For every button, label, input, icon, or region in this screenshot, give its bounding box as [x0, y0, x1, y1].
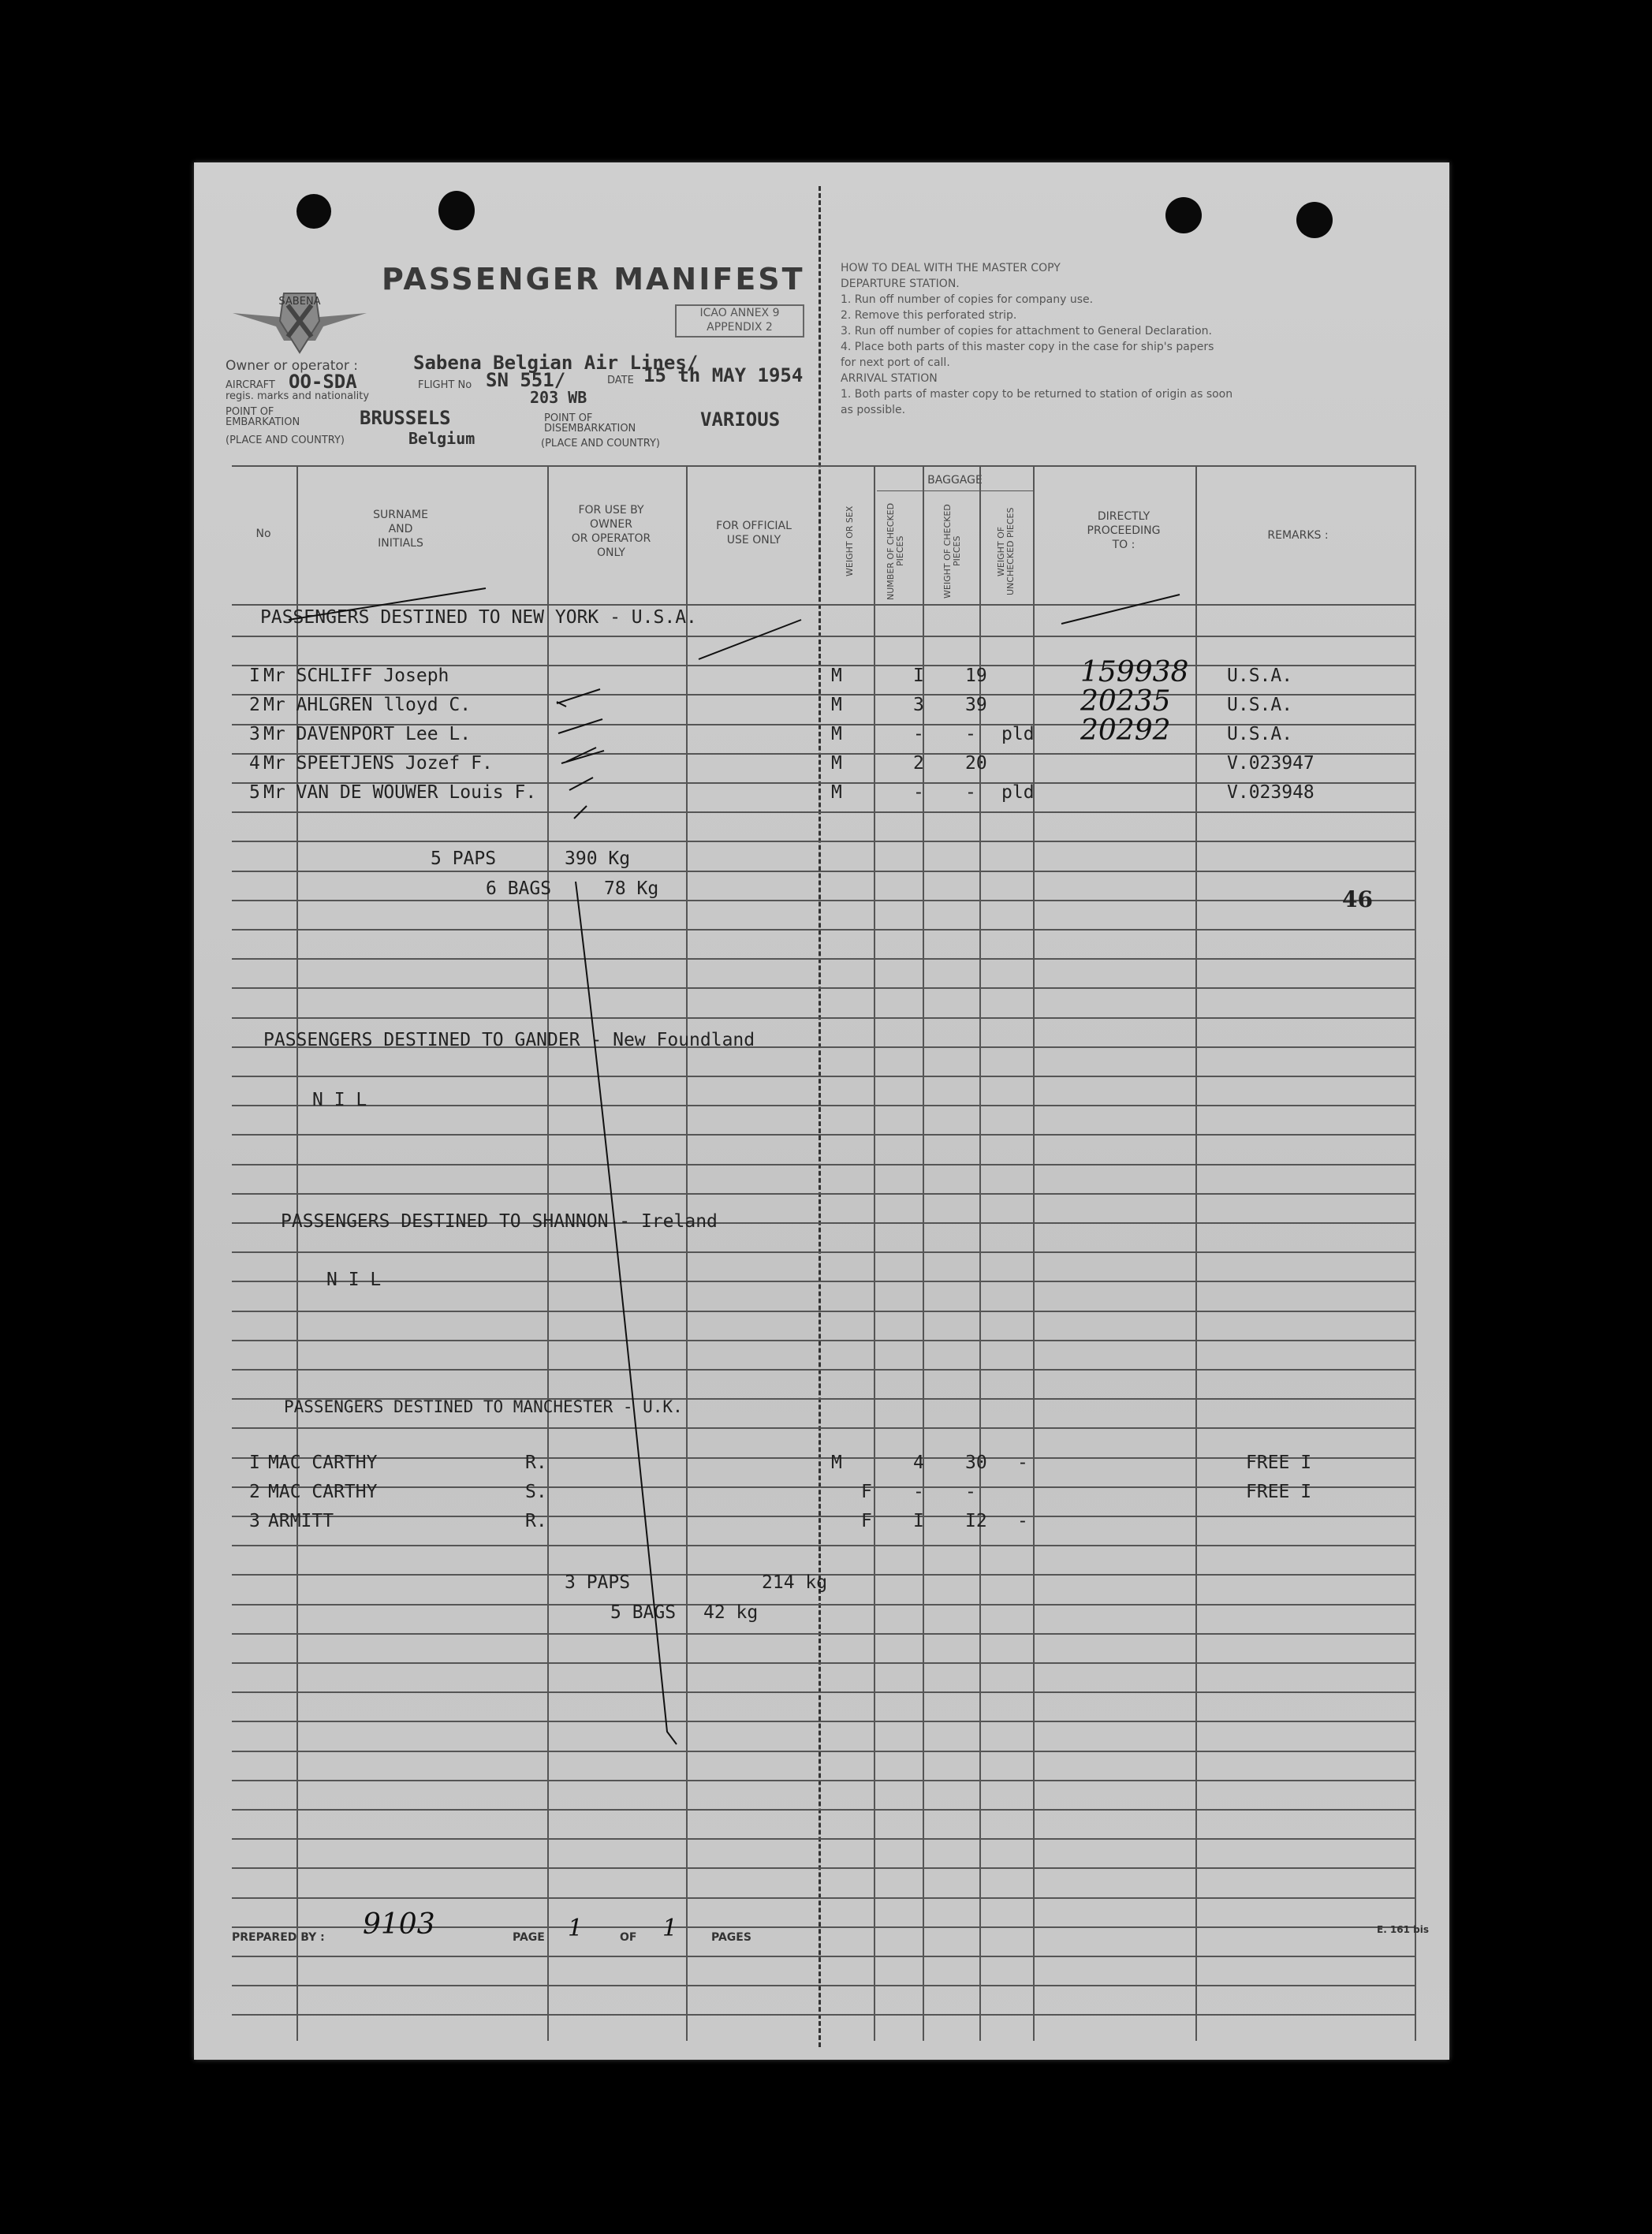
- regis-label: regis. marks and nationality: [226, 390, 370, 402]
- embark-place-label: (PLACE AND COUNTRY): [226, 434, 345, 446]
- row-no: I: [249, 1453, 260, 1473]
- page-label: PAGE: [513, 1931, 545, 1944]
- row-no: 2: [249, 695, 260, 715]
- arrival-instruction-1: 1. Both parts of master copy to be returned to station of origin as soon: [841, 388, 1233, 401]
- passenger-sex: M: [831, 753, 842, 774]
- baggage-pieces: I: [913, 1511, 924, 1531]
- col-proceeding-line1: DIRECTLY: [1097, 510, 1150, 523]
- baggage-pieces: I: [913, 666, 924, 686]
- passenger-name: Mr SCHLIFF Joseph: [263, 666, 449, 686]
- col-surname-line2: AND: [388, 523, 413, 535]
- passenger-name: MAC CARTHY: [268, 1482, 378, 1502]
- row-no: 3: [249, 724, 260, 744]
- passenger-sex: M: [831, 666, 842, 686]
- baggage-weight: 30: [965, 1453, 987, 1473]
- passenger-sex: M: [831, 695, 842, 715]
- passenger-name: Mr DAVENPORT Lee L.: [263, 724, 472, 744]
- instructions-arrival: ARRIVAL STATION: [841, 372, 938, 385]
- of-value: 1: [662, 1915, 678, 1942]
- row-no: 4: [249, 753, 260, 774]
- ny-paps-kg: 390 Kg: [565, 848, 631, 869]
- disembark-place-label: (PLACE AND COUNTRY): [541, 438, 661, 449]
- passenger-name: Mr SPEETJENS Jozef F.: [263, 753, 493, 774]
- baggage-pieces: 3: [913, 695, 924, 715]
- aircraft-label: AIRCRAFT: [226, 379, 275, 391]
- arrival-instruction-1b: as possible.: [841, 404, 906, 416]
- instructions-heading: HOW TO DEAL WITH THE MASTER COPY: [841, 262, 1061, 274]
- baggage-weight: -: [965, 1482, 976, 1502]
- pages-label: PAGES: [711, 1931, 751, 1944]
- svg-text:SABENA: SABENA: [278, 296, 321, 308]
- prepared-value: 9103: [363, 1908, 435, 1941]
- ny-bags: 6 BAGS: [486, 878, 552, 899]
- baggage-pieces: -: [913, 1482, 924, 1502]
- of-label: OF: [620, 1931, 637, 1944]
- passenger-sex: F: [861, 1482, 872, 1502]
- flight-sub: 203 WB: [530, 388, 587, 407]
- baggage-weight: 39: [965, 695, 987, 715]
- col-owner-line3: OR OPERATOR: [571, 532, 651, 545]
- baggage-pieces: -: [913, 724, 924, 744]
- icao-appendix-label: APPENDIX 2: [707, 321, 773, 334]
- form-number: E. 161 bis: [1377, 1924, 1430, 1935]
- man-paps-kg: 214 kg: [762, 1572, 828, 1593]
- embark-value: BRUSSELS: [360, 407, 451, 429]
- manifest-sheet: [194, 162, 1449, 2060]
- col-checked-header: WEIGHT OF CHECKED PIECES: [942, 504, 962, 599]
- passenger-name: ARMITT: [268, 1511, 334, 1531]
- col-owner-line2: OWNER: [590, 518, 632, 531]
- man-bags-kg: 42 kg: [703, 1602, 759, 1623]
- disembark-label: POINT OF DISEMBARKATION: [544, 412, 636, 434]
- baggage-weight: I2: [965, 1511, 987, 1531]
- baggage-unchecked: pld: [1001, 724, 1035, 744]
- passenger-sex: F: [861, 1511, 872, 1531]
- ny-paps: 5 PAPS: [431, 848, 497, 869]
- passenger-name: Mr AHLGREN lloyd C.: [263, 695, 472, 715]
- passenger-initial: R.: [525, 1511, 547, 1531]
- passenger-remarks: V.023947: [1227, 753, 1315, 774]
- col-owner-line4: ONLY: [597, 546, 625, 559]
- col-baggage-header: BAGGAGE: [927, 474, 983, 487]
- baggage-weight: 19: [965, 666, 987, 686]
- baggage-pieces: 2: [913, 753, 924, 774]
- disembark-value: VARIOUS: [700, 408, 781, 431]
- instruction-4b: for next port of call.: [841, 356, 950, 369]
- pen-marks: [194, 162, 1449, 2060]
- col-official-line2: USE ONLY: [726, 534, 781, 546]
- col-remarks-header: REMARKS :: [1267, 529, 1329, 542]
- section-newyork: PASSENGERS DESTINED TO NEW YORK - U.S.A.: [260, 607, 697, 628]
- col-surname-line1: SURNAME: [373, 509, 428, 521]
- section-shannon: PASSENGERS DESTINED TO SHANNON - Ireland: [281, 1211, 718, 1232]
- gander-nil: N I L: [312, 1090, 367, 1110]
- ny-bags-kg: 78 Kg: [604, 878, 659, 899]
- man-paps: 3 PAPS: [565, 1572, 631, 1593]
- embark-label: POINT OF EMBARKATION: [226, 406, 300, 428]
- flight-label: FLIGHT No: [418, 379, 472, 391]
- row-no: 5: [249, 782, 260, 803]
- instruction-2: 2. Remove this perforated strip.: [841, 309, 1017, 322]
- man-bags: 5 BAGS: [610, 1602, 677, 1623]
- page-mark: 46: [1342, 886, 1373, 912]
- row-no: I: [249, 666, 260, 686]
- col-surname-line3: INITIALS: [378, 537, 423, 550]
- date-label: DATE: [607, 375, 634, 386]
- instructions-departure: DEPARTURE STATION.: [841, 278, 960, 290]
- col-official-line1: FOR OFFICIAL: [716, 520, 792, 532]
- section-gander: PASSENGERS DESTINED TO GANDER - New Foundland: [263, 1030, 755, 1050]
- shannon-nil: N I L: [326, 1270, 382, 1290]
- baggage-weight: -: [965, 724, 976, 744]
- instruction-3: 3. Run off number of copies for attachment to General Declaration.: [841, 325, 1212, 338]
- passenger-initial: S.: [525, 1482, 547, 1502]
- col-proceeding-line3: TO :: [1112, 539, 1136, 551]
- baggage-weight: -: [965, 782, 976, 803]
- passenger-sex: M: [831, 1453, 842, 1473]
- passenger-sex: M: [831, 724, 842, 744]
- passenger-remarks: U.S.A.: [1227, 695, 1293, 715]
- passenger-name: MAC CARTHY: [268, 1453, 378, 1473]
- embark-country: Belgium: [408, 429, 475, 448]
- proceeding-number: 159938: [1080, 656, 1189, 688]
- flight-value: SN 551/: [486, 369, 566, 391]
- baggage-weight: 20: [965, 753, 987, 774]
- owner-label: Owner or operator :: [226, 358, 358, 374]
- passenger-name: Mr VAN DE WOUWER Louis F.: [263, 782, 537, 803]
- prepared-label: PREPARED BY :: [232, 1931, 325, 1944]
- col-owner-line1: FOR USE BY: [578, 504, 644, 517]
- instruction-1: 1. Run off number of copies for company use.: [841, 293, 1094, 306]
- proceeding-number: 20235: [1080, 685, 1171, 718]
- baggage-pieces: -: [913, 782, 924, 803]
- row-no: 3: [249, 1511, 260, 1531]
- row-no: 2: [249, 1482, 260, 1502]
- passenger-remarks: U.S.A.: [1227, 724, 1293, 744]
- icao-annex-label: ICAO ANNEX 9: [699, 307, 780, 319]
- passenger-sex: M: [831, 782, 842, 803]
- owner-value: Sabena Belgian Air Lines/: [413, 352, 699, 374]
- instruction-4: 4. Place both parts of this master copy in the case for ship's papers: [841, 341, 1214, 353]
- col-unchecked-header: WEIGHT OF UNCHECKED PIECES: [996, 507, 1016, 595]
- passenger-remarks: U.S.A.: [1227, 666, 1293, 686]
- baggage-unchecked: pld: [1001, 782, 1035, 803]
- baggage-unchecked: -: [1017, 1511, 1028, 1531]
- passenger-initial: R.: [525, 1453, 547, 1473]
- col-proceeding-line2: PROCEEDING: [1087, 524, 1161, 537]
- date-value: 15 th MAY 1954: [643, 364, 804, 386]
- passenger-remarks: V.023948: [1227, 782, 1315, 803]
- proceeding-number: 20292: [1080, 714, 1171, 747]
- page-value: 1: [568, 1915, 584, 1942]
- section-manchester: PASSENGERS DESTINED TO MANCHESTER - U.K.: [284, 1397, 683, 1416]
- passenger-remarks: FREE I: [1246, 1482, 1312, 1502]
- baggage-unchecked: -: [1017, 1453, 1028, 1473]
- col-sex-header: WEIGHT OR SEX: [845, 505, 855, 576]
- baggage-pieces: 4: [913, 1453, 924, 1473]
- aircraft-value: OO-SDA: [289, 371, 357, 393]
- document-title: PASSENGER MANIFEST: [382, 262, 805, 296]
- col-pieces-header: NUMBER OF CHECKED PIECES: [886, 502, 905, 600]
- col-no-header: No: [255, 528, 271, 540]
- passenger-remarks: FREE I: [1246, 1453, 1312, 1473]
